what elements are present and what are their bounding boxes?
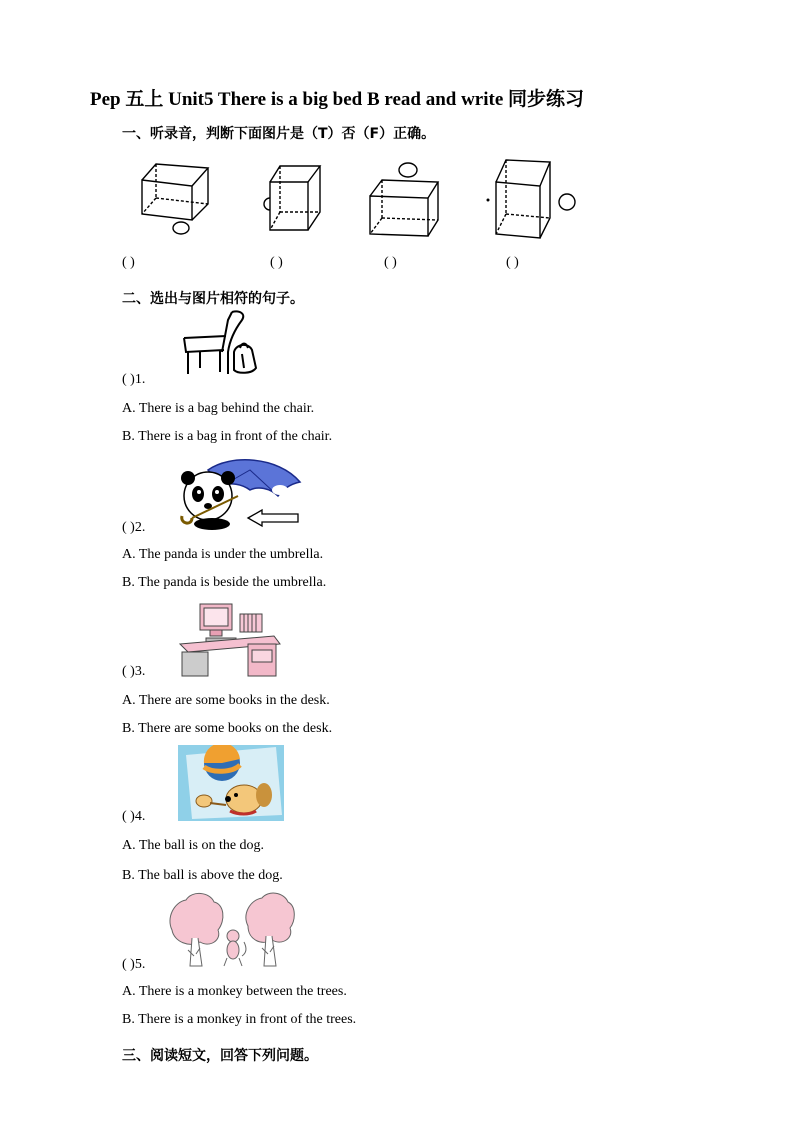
question-4-option-b[interactable]: B. The ball is above the dog. xyxy=(122,868,283,883)
question-1-option-a[interactable]: A. There is a bag behind the chair. xyxy=(122,401,315,416)
question-5-number[interactable]: ( )5. xyxy=(122,957,146,972)
question-4-option-a[interactable]: A. The ball is on the dog. xyxy=(122,838,265,853)
cube-ball-right-icon xyxy=(486,156,581,242)
section-3-heading: 三、阅读短文，回答下列问题。 xyxy=(122,1048,318,1064)
question-5-option-a[interactable]: A. There is a monkey between the trees. xyxy=(122,984,347,999)
question-2-option-b[interactable]: B. The panda is beside the umbrella. xyxy=(122,575,327,590)
question-2-number[interactable]: ( )2. xyxy=(122,520,146,535)
trees-monkey-icon xyxy=(166,890,296,970)
question-2-option-a[interactable]: A. The panda is under the umbrella. xyxy=(122,547,324,562)
answer-blank-4[interactable]: ( ) xyxy=(506,255,519,270)
page-title: Pep 五上 Unit5 There is a big bed B read and write 同步练习 xyxy=(90,89,585,110)
question-5-option-b[interactable]: B. There is a monkey in front of the trees. xyxy=(122,1012,357,1027)
question-4-number[interactable]: ( )4. xyxy=(122,809,146,824)
ball-dog-icon xyxy=(178,745,284,821)
answer-blank-2[interactable]: ( ) xyxy=(270,255,283,270)
chair-bag-icon xyxy=(180,308,262,378)
section-1-heading: 一、听录音，判断下面图片是（T）否（F）正确。 xyxy=(122,126,436,142)
panda-umbrella-icon xyxy=(178,456,304,530)
answer-blank-1[interactable]: ( ) xyxy=(122,255,135,270)
cube-ball-below-icon xyxy=(136,158,216,238)
question-1-number[interactable]: ( )1. xyxy=(122,372,146,387)
question-3-number[interactable]: ( )3. xyxy=(122,664,146,679)
question-3-option-a[interactable]: A. There are some books in the desk. xyxy=(122,693,330,708)
cube-ball-left-icon xyxy=(258,160,328,235)
section-2-heading: 二、选出与图片相符的句子。 xyxy=(122,291,304,307)
computer-desk-icon xyxy=(178,600,282,678)
question-3-option-b[interactable]: B. There are some books on the desk. xyxy=(122,721,333,736)
question-1-option-b[interactable]: B. There is a bag in front of the chair. xyxy=(122,429,333,444)
cube-ball-above-icon xyxy=(364,160,444,242)
answer-blank-3[interactable]: ( ) xyxy=(384,255,397,270)
